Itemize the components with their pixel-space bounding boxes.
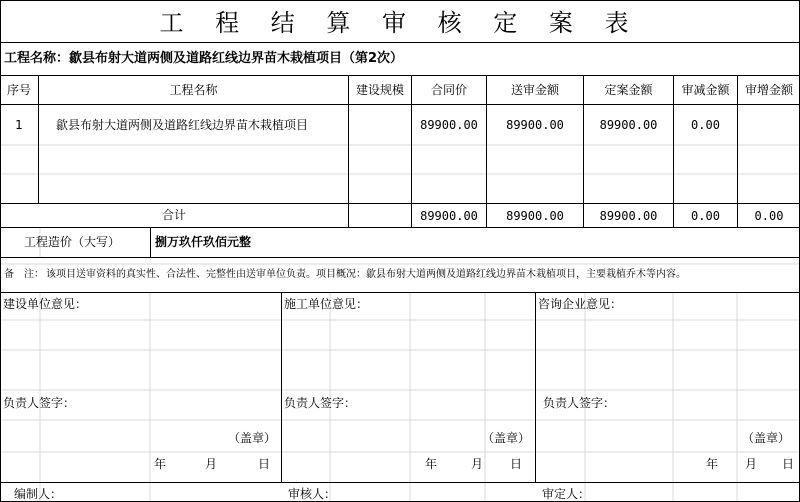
total-label: 合计	[161, 208, 186, 222]
preparer-label: 编制人：	[14, 487, 63, 501]
cell-contract: 89900.00	[420, 118, 478, 132]
total-decrease: 0.00	[691, 209, 720, 223]
total-approved: 89900.00	[599, 209, 658, 223]
cost-label: 工程造价（大写）	[24, 235, 121, 249]
total-submitted: 89900.00	[506, 209, 564, 223]
faint-cell-lines	[0, 145, 800, 502]
note-label: 备 注：	[4, 269, 44, 280]
year-label: 年	[154, 457, 167, 471]
header-seq: 序号	[6, 83, 31, 97]
opinion-title: 施工单位意见：	[284, 297, 369, 311]
project-name: 工程名称：歙县布射大道两侧及道路红线边界苗木栽植项目（第2次）	[4, 51, 404, 66]
header-increase: 审增金额	[744, 83, 793, 97]
note-text: 该项目送审资料的真实性、合法性、完整性由送审单位负责。项目概况：歙县布射大道两侧及道路红线边界苗木栽植项目，主要栽植乔木等内容。	[46, 269, 686, 280]
header-approved: 定案金额	[604, 83, 653, 97]
page-title: 工 程 结 算 审 核 定 案 表	[159, 9, 641, 37]
cell-decrease: 0.00	[691, 118, 720, 132]
seal-label: （盖章）	[482, 431, 531, 445]
seal-label: （盖章）	[228, 431, 277, 445]
total-contract: 89900.00	[420, 209, 478, 223]
header-contract: 合同价	[430, 83, 467, 97]
day-label: 日	[258, 457, 271, 471]
day-label: 日	[510, 457, 523, 471]
month-label: 月	[205, 457, 218, 471]
opinion-title: 咨询企业意见：	[538, 297, 623, 311]
header-name: 工程名称	[169, 83, 218, 97]
month-label: 月	[745, 457, 758, 471]
cell-seq: 1	[15, 118, 23, 132]
header-submitted: 送审金额	[510, 83, 559, 97]
signature-label: 负责人签字：	[284, 396, 357, 410]
reviewer-label: 审核人：	[288, 487, 337, 501]
cell-name: 歙县布射大道两侧及道路红线边界苗木栽植项目	[56, 118, 309, 132]
opinion-title: 建设单位意见：	[3, 297, 88, 311]
day-label: 日	[782, 457, 795, 471]
signature-label: 负责人签字：	[3, 396, 76, 410]
main-cell-lines	[0, 1, 800, 502]
year-label: 年	[425, 457, 438, 471]
month-label: 月	[471, 457, 484, 471]
cell-submitted: 89900.00	[506, 118, 564, 132]
cell-approved: 89900.00	[599, 118, 658, 132]
header-decrease: 审减金额	[681, 83, 730, 97]
year-label: 年	[706, 457, 719, 471]
signature-label: 负责人签字：	[543, 396, 616, 410]
header-scale: 建设规模	[355, 83, 404, 97]
total-increase: 0.00	[754, 209, 784, 223]
approver-label: 审定人：	[542, 487, 591, 501]
cost-value: 捌万玖仟玖佰元整	[155, 235, 252, 249]
seal-label: （盖章）	[742, 431, 791, 445]
